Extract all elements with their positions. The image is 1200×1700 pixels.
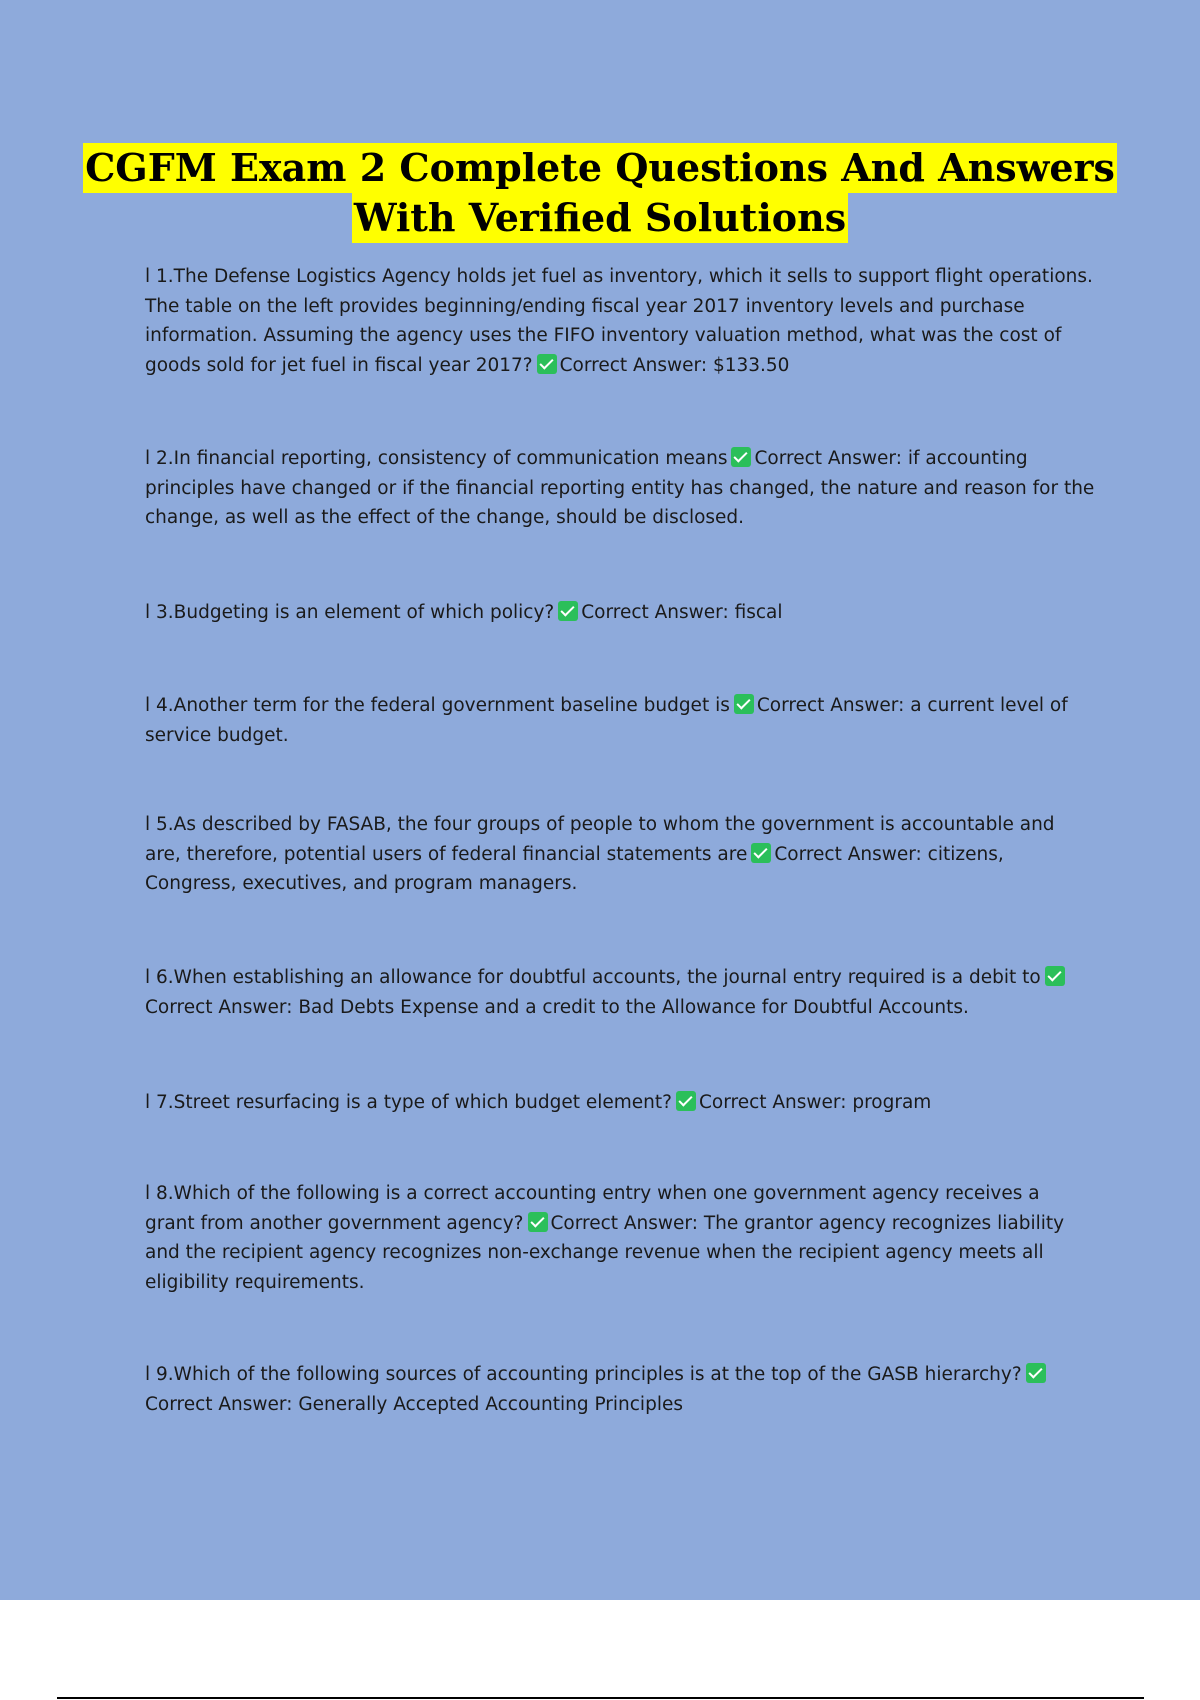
- answer-label: Correct Answer:: [774, 843, 922, 865]
- check-icon: [751, 843, 771, 863]
- question-number: l 8.: [145, 1183, 174, 1204]
- answer-label: Correct Answer:: [559, 354, 708, 376]
- question-number: l 5.: [145, 814, 174, 835]
- answer-text: program: [852, 1092, 932, 1113]
- question-item: [145, 1360, 1095, 1419]
- answer-text: Generally Accepted Accounting Principles: [298, 1393, 683, 1415]
- check-icon: [1045, 966, 1065, 986]
- document-title: [0, 143, 1200, 243]
- question-item: [145, 262, 1095, 380]
- question-item: [145, 963, 1095, 1022]
- check-icon: [558, 601, 578, 621]
- question-text: As described by FASAB, the four groups of people to whom the government is accountable and are, therefore, potential users of federal financial statements are: [145, 814, 1055, 865]
- check-icon: [676, 1091, 696, 1111]
- question-number: l 3.: [145, 602, 174, 623]
- question-text: Street resurfacing is a type of which budget element?: [173, 1092, 672, 1113]
- question-number: l 2.: [145, 448, 174, 469]
- answer-text: a current level of service budget.: [145, 695, 1068, 746]
- question-text: In financial reporting, consistency of communication means: [173, 448, 728, 469]
- answer-text: Bad Debts Expense and a credit to the Allowance for Doubtful Accounts.: [298, 996, 969, 1018]
- question-number: l 1.: [145, 266, 174, 287]
- answer-text: fiscal: [734, 602, 783, 623]
- answer-text: citizens, Congress, executives, and program managers.: [145, 843, 1004, 894]
- question-text: Which of the following is a correct accounting entry when one government agency receives a grant from another government agency?: [145, 1183, 1040, 1234]
- answer-label: Correct Answer:: [550, 1212, 698, 1234]
- question-number: l 9.: [145, 1364, 174, 1385]
- question-text: Which of the following sources of accounting principles is at the top of the GASB hierarchy?: [173, 1364, 1022, 1385]
- answer-text: $133.50: [712, 354, 790, 376]
- question-item: [145, 810, 1095, 899]
- question-text: Another term for the federal government baseline budget is: [173, 695, 730, 716]
- answer-text: The grantor agency recognizes liability and the recipient agency recognizes non-exchange revenue when the recipient agency meets all eligibility requirements.: [145, 1212, 1065, 1293]
- answer-label: Correct Answer:: [581, 602, 729, 623]
- answer-label: Correct Answer:: [756, 695, 905, 716]
- question-number: l 6.: [145, 967, 174, 988]
- check-icon: [734, 694, 754, 714]
- title-line-2: With Verified Solutions: [352, 193, 848, 243]
- check-icon: [1026, 1363, 1046, 1383]
- answer-label: Correct Answer:: [698, 1092, 847, 1113]
- answer-label: Correct Answer:: [145, 1393, 293, 1415]
- question-item: [145, 1088, 1095, 1118]
- question-text: When establishing an allowance for doubtful accounts, the journal entry required is a debit to: [173, 967, 1041, 988]
- answer-label: Correct Answer:: [754, 448, 902, 469]
- answer-text: if accounting principles have changed or if the financial reporting entity has changed, the nature and reason for the change, as well as the effect of the change, should be disclosed.: [145, 448, 1095, 528]
- question-number: l 4.: [145, 695, 174, 716]
- bottom-divider: [57, 1697, 1144, 1699]
- question-number: l 7.: [145, 1092, 174, 1113]
- question-item: [145, 444, 1095, 533]
- question-text: The Defense Logistics Agency holds jet fuel as inventory, which it sells to support flight operations. The table on the left provides beginning/ending fiscal year 2017 inventory levels and purchase information. Assuming the agency uses the FIFO inventory valuation method, what was the cost of goods sold for jet fuel in fiscal year 2017?: [145, 266, 1093, 376]
- title-line-1: CGFM Exam 2 Complete Questions And Answers: [83, 143, 1117, 193]
- question-item: [145, 598, 1095, 628]
- check-icon: [537, 354, 557, 374]
- question-text: Budgeting is an element of which policy?: [173, 602, 555, 623]
- check-icon: [528, 1212, 548, 1232]
- question-item: [145, 1179, 1095, 1297]
- question-item: [145, 691, 1095, 750]
- answer-label: Correct Answer:: [145, 996, 293, 1018]
- check-icon: [731, 447, 751, 467]
